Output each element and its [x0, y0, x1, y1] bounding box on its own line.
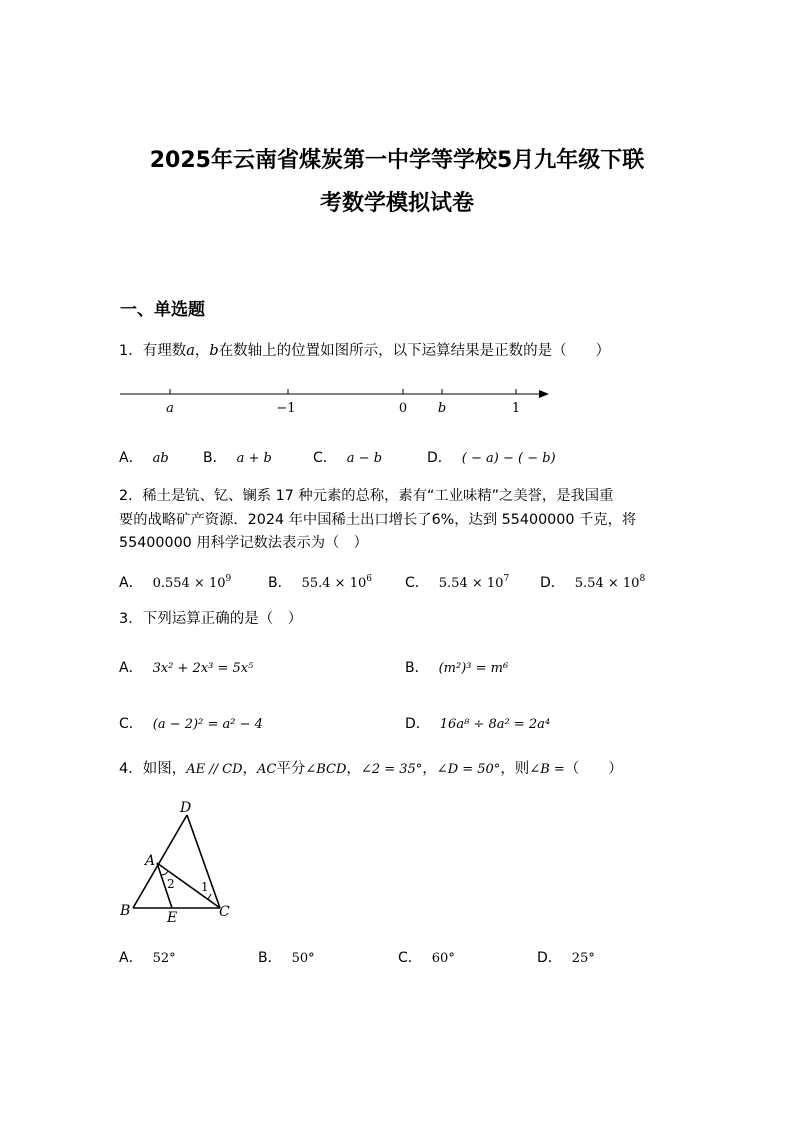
q4-option-b[interactable]: B． 50°	[258, 950, 315, 966]
document-title-line-1: 2025年云南省煤炭第一中学等学校5月九年级下联	[149, 148, 645, 173]
q3-option-a[interactable]: A． 3x² + 2x³ = 5x⁵	[119, 660, 254, 676]
q4-option-a[interactable]: A． 52°	[119, 950, 176, 966]
q2-option-d[interactable]: D． $5.54 \times 10^8$	[540, 574, 646, 591]
question-2-line-1: 2．稀土是钪、钇、镧系 17 种元素的总称，素有“工业味精”之美誉，是我国重	[119, 488, 614, 504]
section-heading: 一、单选题	[120, 300, 205, 320]
q3-option-b[interactable]: B． (m²)³ = m⁶	[405, 660, 509, 676]
question-1-stem: 1．有理数a，b在数轴上的位置如图所示，以下运算结果是正数的是（ ）	[119, 343, 611, 359]
tick-label-1: 1	[511, 401, 521, 416]
q2-option-b[interactable]: B． $55.4 \times 10^6$	[268, 574, 372, 591]
question-3-stem: 3．下列运算正确的是（ ）	[119, 611, 303, 627]
vertex-label-a: A	[145, 853, 156, 869]
q3-option-c[interactable]: C． (a − 2)² = a² − 4	[119, 716, 263, 732]
vertex-label-c: C	[219, 904, 230, 920]
q4-option-d[interactable]: D． 25°	[537, 950, 595, 966]
triangle-figure	[115, 795, 245, 925]
q1-option-c[interactable]: C． a − b	[313, 450, 383, 466]
number-line-figure	[115, 380, 555, 420]
vertex-label-d: D	[180, 800, 192, 816]
tick-label-b: b	[437, 401, 447, 416]
question-number: 1．	[119, 343, 143, 359]
q1-option-b[interactable]: B． a + b	[203, 450, 272, 466]
q2-option-a[interactable]: A． $0.554 \times 10^9$	[119, 574, 232, 591]
q2-option-c[interactable]: C． $5.54 \times 10^7$	[405, 574, 510, 591]
angle-label-2: 2	[167, 877, 175, 891]
q1-option-d[interactable]: D． ( − a) − ( − b)	[427, 450, 556, 466]
tick-label-0: 0	[398, 401, 408, 416]
q4-option-c[interactable]: C． 60°	[398, 950, 455, 966]
question-2-line-3: 55400000 用科学记数法表示为（ ）	[119, 535, 368, 551]
angle-label-1: 1	[201, 880, 209, 894]
tick-label-a: a	[166, 401, 174, 416]
document-title-line-2: 考数学模拟试卷	[319, 191, 474, 216]
q1-option-a[interactable]: A． ab	[119, 450, 169, 466]
tick-label-minus-1: −1	[276, 401, 296, 416]
vertex-label-b: B	[120, 903, 131, 919]
vertex-label-e: E	[167, 910, 178, 925]
question-2-line-2: 要的战略矿产资源．2024 年中国稀土出口增长了6%，达到 55400000 千克，将	[119, 512, 637, 528]
question-4-stem: 4．如图，AE // CD，AC平分∠BCD，∠2 = 35°，∠D = 50°，则∠B =（ ）	[119, 761, 623, 777]
q3-option-d[interactable]: D． 16a⁸ ÷ 8a² = 2a⁴	[405, 716, 551, 732]
